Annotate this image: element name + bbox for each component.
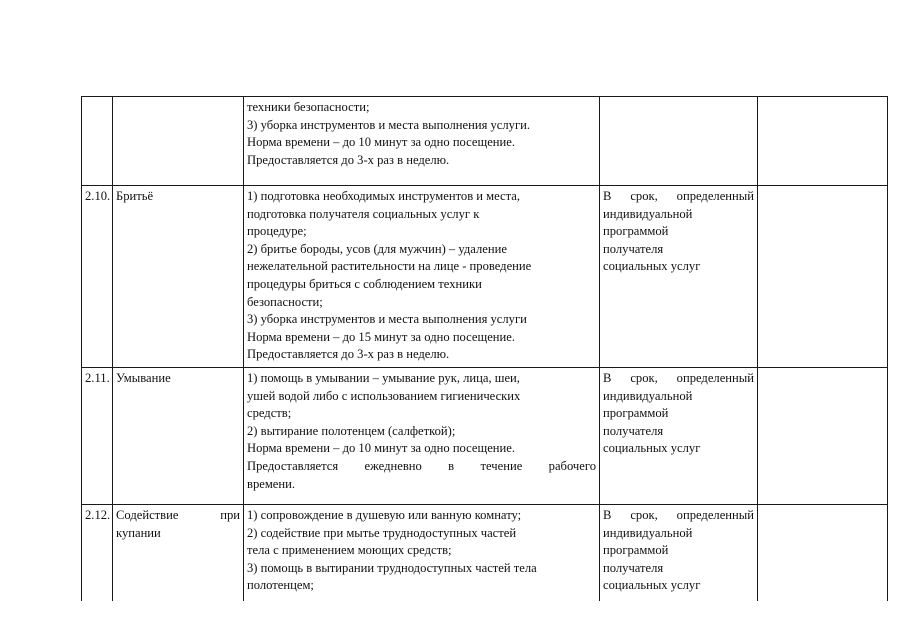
content-line: 2) бритье бороды, усов (для мужчин) – удаление [247,241,507,256]
content-line: нежелательной растительности на лице - проведение [247,259,532,274]
content-line: средств; [247,406,292,421]
service-name: Умывание [116,370,171,385]
term-line: социальных услуг [603,441,701,456]
term-line: В срок, определенный [603,370,754,385]
content-line: 3) помощь в вытирании труднодоступных частей тела [247,560,537,575]
content-line: Предоставляется ежедневно в течение рабочего [247,458,596,473]
service-name: купании [116,525,161,540]
term-line: индивидуальной [603,388,693,403]
term-line: программой [603,224,669,239]
content-line: ушей водой либо с использованием гигиенических [247,388,521,403]
content-line: техники безопасности; [247,100,370,114]
content-line: процедуры бриться с соблюдением техники [247,276,482,291]
content-line: 3) уборка инструментов и места выполнения услуги [247,312,527,327]
content-line: 2) вытирание полотенцем (салфеткой); [247,423,456,438]
table-row [82,367,888,504]
term-line: В срок, определенный [603,189,754,203]
term-line: индивидуальной [603,206,693,221]
table-row [82,186,888,368]
service-content-cell [244,186,600,368]
item-number-cell [82,97,113,186]
item-number-cell: 2.12. [82,504,113,601]
content-line: Норма времени – до 15 минут за одно посещение. [247,329,516,344]
service-term-cell [600,97,758,186]
service-content-cell [244,97,600,186]
service-name: Бритьё [116,189,154,203]
content-line: Норма времени – до 10 минут за одно посещение. [247,135,516,150]
term-line: программой [603,543,669,558]
table-row [82,97,888,186]
term-line: социальных услуг [603,259,701,274]
content-line: Предоставляется до 3-х раз в неделю. [247,152,450,167]
content-line: времени. [247,476,296,491]
services-table [81,96,888,601]
content-line: 2) содействие при мытье труднодоступных частей [247,525,517,540]
item-number-cell: 2.10. [82,186,113,368]
term-line: получателя [603,423,664,438]
content-line: безопасности; [247,294,323,309]
term-line: социальных услуг [603,578,701,593]
content-line: Предоставляется до 3-х раз в неделю. [247,347,450,362]
service-content-cell [244,367,600,504]
term-line: получателя [603,560,664,575]
content-line: 1) подготовка необходимых инструментов и места, [247,189,521,203]
service-name: Содействие при [116,507,240,522]
service-term-cell [600,186,758,368]
service-name-cell [113,504,244,601]
extra-cell [758,367,888,504]
item-number-cell: 2.11. [82,367,113,504]
content-line: 1) сопровождение в душевую или ванную комнату; [247,507,522,522]
content-line: процедуре; [247,224,307,239]
content-line: подготовка получателя социальных услуг к [247,206,480,221]
extra-cell [758,186,888,368]
term-line: получателя [603,241,664,256]
service-name-cell [113,97,244,186]
service-name-cell [113,186,244,368]
extra-cell [758,504,888,601]
content-line: 1) помощь в умывании – умывание рук, лица, шеи, [247,370,520,385]
content-line: 3) уборка инструментов и места выполнения услуги. [247,117,531,132]
term-line: индивидуальной [603,525,693,540]
service-term-cell [600,504,758,601]
service-content-cell [244,504,600,601]
service-term-cell [600,367,758,504]
table-row [82,504,888,601]
term-line: В срок, определенный [603,507,754,522]
content-line: Норма времени – до 10 минут за одно посещение. [247,441,516,456]
content-line: тела с применением моющих средств; [247,543,452,558]
service-name-cell [113,367,244,504]
term-line: программой [603,406,669,421]
extra-cell [758,97,888,186]
content-line: полотенцем; [247,578,314,593]
